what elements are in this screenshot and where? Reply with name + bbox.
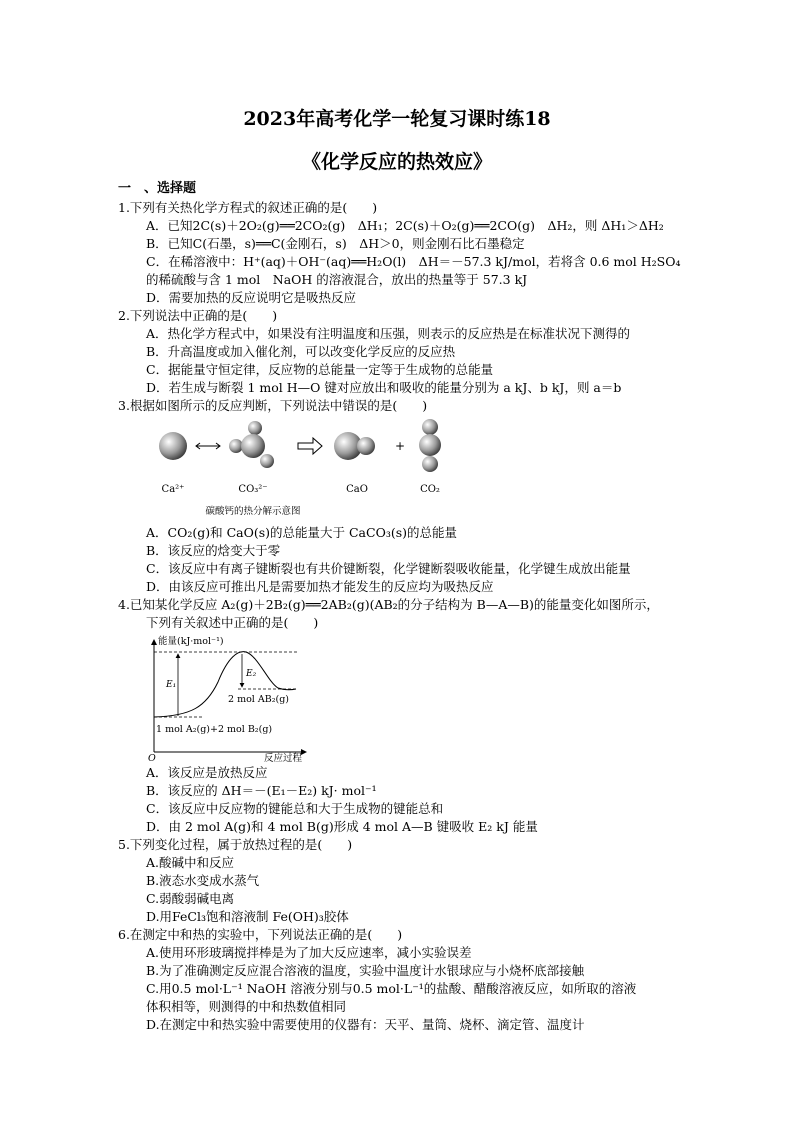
question-6-option-a: A.使用环形玻璃搅拌棒是为了加大反应速率，减小实验误差 (146, 945, 472, 960)
question-6-option-c-cont: 体积相等，则测得的中和热数值相同 (146, 999, 347, 1014)
question-4-stem: 4.已知某化学反应 A₂(g)＋2B₂(g)══2AB₂(g)(AB₂的分子结构为 B—A—B)的能量变化如图所示， (118, 597, 659, 612)
question-5-stem: 5.下列变化过程，属于放热过程的是( ) (118, 837, 353, 852)
reaction-arrow-icon (298, 438, 322, 454)
label-co2: CO₂ (420, 484, 440, 495)
question-1-option-c: C．在稀溶液中：H⁺(aq)＋OH⁻(aq)══H₂O(l) ΔH＝－57.3 kJ/mol，若将含 0.6 mol H₂SO₄ (146, 254, 681, 269)
question-4-option-b: B．该反应的 ΔH＝－(E₁－E₂) kJ· mol⁻¹ (146, 783, 377, 798)
question-6-option-b: B.为了准确测定反应混合溶液的温度，实验中温度计水银球应与小烧杯底部接触 (146, 963, 585, 978)
double-arrow-icon (196, 443, 220, 449)
question-1-option-b: B．已知C(石墨，s)══C(金刚石，s) ΔH＞0，则金刚石比石墨稳定 (146, 236, 525, 251)
question-1-stem: 1.下列有关热化学方程式的叙述正确的是( ) (118, 200, 378, 215)
label-carbonate: CO₃²⁻ (238, 484, 268, 495)
product-label: 2 mol AB₂(g) (228, 694, 289, 705)
question-4-option-d: D．由 2 mol A(g)和 4 mol B(g)形成 4 mol A—B 键吸收 E₂ kJ 能量 (146, 819, 538, 834)
question-1-option-c-cont: 的稀硫酸与含 1 mol NaOH 的溶液混合，放出的热量等于 57.3 kJ (146, 272, 528, 287)
question-3-stem: 3.根据如图所示的反应判断，下列说法中错误的是( ) (118, 398, 428, 413)
question-5-option-d: D.用FeCl₃饱和溶液制 Fe(OH)₃胶体 (146, 909, 349, 924)
question-3-option-d: D．由该反应可推出凡是需要加热才能发生的反应均为吸热反应 (146, 579, 494, 594)
question-4-option-a: A．该反应是放热反应 (146, 765, 268, 780)
ca-ion-sphere (159, 432, 187, 460)
e2-label: E₂ (246, 669, 257, 679)
question-5-option-c: C.弱酸弱碱电离 (146, 891, 235, 906)
section-heading: 一 、选择题 (118, 181, 197, 196)
question-1-option-d: D．需要加热的反应说明它是吸热反应 (146, 290, 357, 305)
document-title: 2023年高考化学一轮复习课时练18 (243, 108, 551, 130)
question-1-option-a: A．已知2C(s)＋2O₂(g)══2CO₂(g) ΔH₁；2C(s)＋O₂(g)══2CO(g) ΔH₂，则 ΔH₁＞ΔH₂ (146, 218, 664, 233)
question-3-option-c: C．该反应中有离子键断裂也有共价键断裂，化学键断裂吸收能量，化学键生成放出能量 (146, 561, 631, 576)
energy-diagram (146, 632, 316, 762)
question-6-option-d: D.在测定中和热实验中需要使用的仪器有：天平、量筒、烧杯、滴定管、温度计 (146, 1017, 585, 1032)
calcium-carbonate-figure (150, 418, 470, 522)
plus-sign: + (394, 439, 406, 453)
question-3-option-a: A．CO₂(g)和 CaO(s)的总能量大于 CaCO₃(s)的总能量 (146, 525, 457, 540)
y-axis-label: 能量(kJ·mol⁻¹) (158, 636, 224, 647)
origin-label: O (148, 753, 156, 762)
question-5-option-a: A.酸碱中和反应 (146, 855, 235, 870)
question-6-option-c: C.用0.5 mol·L⁻¹ NaOH 溶液分别与0.5 mol·L⁻¹的盐酸、醋酸溶液反应，如所取的溶液 (146, 981, 637, 996)
question-2-option-b: B．升高温度或加入催化剂，可以改变化学反应的反应热 (146, 344, 456, 359)
question-2-stem: 2.下列说法中正确的是( ) (118, 308, 278, 323)
figure-caption: 碳酸钙的热分解示意图 (205, 506, 301, 517)
e1-label: E₁ (166, 680, 177, 690)
label-ca-ion: Ca²⁺ (161, 484, 185, 495)
question-2-option-c: C．据能量守恒定律，反应物的总能量一定等于生成物的总能量 (146, 362, 494, 377)
question-4-option-c: C．该反应中反应物的键能总和大于生成物的键能总和 (146, 801, 444, 816)
question-2-option-a: A．热化学方程式中，如果没有注明温度和压强，则表示的反应热是在标准状况下测得的 (146, 326, 631, 341)
co2-spheres (419, 419, 441, 472)
question-2-option-d: D．若生成与断裂 1 mol H—O 键对应放出和吸收的能量分别为 a kJ、b kJ，则 a＝b (146, 380, 622, 395)
question-4-stem-cont: 下列有关叙述中正确的是( ) (146, 615, 319, 630)
document-subtitle: 《化学反应的热效应》 (301, 151, 492, 173)
x-axis-label: 反应过程 (264, 753, 303, 762)
question-6-stem: 6.在测定中和热的实验中，下列说法正确的是( ) (118, 927, 403, 942)
question-5-option-b: B.液态水变成水蒸气 (146, 873, 260, 888)
question-3-option-b: B．该反应的焓变大于零 (146, 543, 281, 558)
label-cao: CaO (346, 484, 368, 495)
carbonate-ion-spheres (229, 421, 274, 468)
reactant-label: 1 mol A₂(g)+2 mol B₂(g) (156, 724, 273, 735)
cao-spheres (334, 432, 375, 460)
